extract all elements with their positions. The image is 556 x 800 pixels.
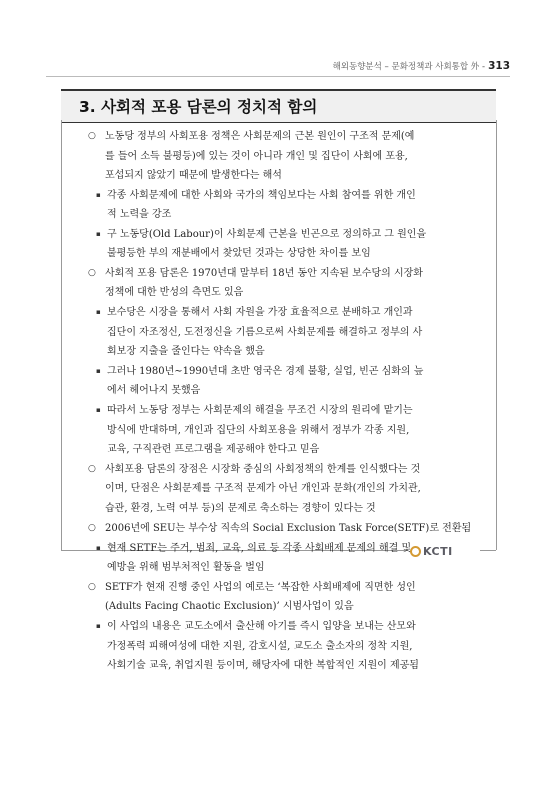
body-text-line: 사회기술 교육, 취업지원 등이며, 해당자에 대한 복합적인 지원이 제공됨 (107, 660, 419, 671)
section-title: 3. 사회적 포용 담론의 정치적 함의 (79, 98, 318, 116)
frame-bottom-rule-right (480, 550, 496, 551)
kcti-logo-ring-icon (410, 546, 421, 557)
body-text-line: 방식에 반대하며, 개인과 집단의 사회포용을 위해서 정부가 각종 지원, (107, 425, 410, 436)
body-text-line: 2006년에 SEU는 부수상 직속의 Social Exclusion Task Force(SETF)로 전환됨 (105, 523, 472, 534)
body-text-line: 를 들어 소득 불평등)에 있는 것이 아니라 개인 및 집단이 사회에 포용, (105, 151, 408, 162)
body-text-line: 노동당 정부의 사회포용 정책은 사회문제의 근본 원인이 구조적 문제(예 (105, 131, 415, 142)
kcti-logo-text: KCTI (423, 544, 453, 558)
body-text-line: 회보장 지출을 줄인다는 약속을 했음 (107, 346, 265, 357)
running-header (333, 60, 510, 72)
body-text-line: 교육, 구직관련 프로그램을 제공해야 한다고 믿음 (107, 444, 320, 455)
square-bullet-icon: ▪ (96, 544, 101, 552)
header-rule (46, 76, 510, 77)
body-text-line: 적 노력을 강조 (107, 209, 172, 220)
square-bullet-icon: ▪ (96, 230, 101, 238)
body-text-line: 그러나 1980년∼1990년대 초반 영국은 경제 불황, 실업, 빈곤 심화의 늪 (107, 366, 424, 377)
square-bullet-icon: ▪ (96, 406, 101, 414)
body-text-line: 구 노동당(Old Labour)이 사회문제 근본을 빈곤으로 정의하고 그 원인을 (107, 229, 427, 240)
body-text-line: 에서 헤어나지 못했음 (107, 385, 201, 396)
body-text-line: 가정폭력 피해여성에 대한 지원, 감호시설, 교도소 출소자의 정착 지원, (107, 641, 413, 652)
body-text-line: 집단이 자조정신, 도전정신을 기름으로써 사회문제를 해결하고 정부의 사 (107, 327, 423, 338)
body-text-line: 이며, 단점은 사회문제를 구조적 문제가 아닌 개인과 문화(개인의 가치관, (105, 483, 421, 494)
body-text-line: 따라서 노동당 정부는 사회문제의 해결을 무조건 시장의 원리에 맡기는 (107, 405, 413, 416)
body-text-line: 사회포용 담론의 장점은 시장화 중심의 사회정책의 한계를 인식했다는 것 (105, 464, 421, 475)
body-text-line: SETF가 현재 진행 중인 사업의 예로는 ‘복잡한 사회배제에 직면한 성인 (105, 582, 416, 593)
body-text-line: 이 사업의 내용은 교도소에서 출산해 아기를 즉시 입양을 보내는 산모와 (107, 621, 416, 632)
square-bullet-icon: ▪ (96, 191, 101, 199)
body-text-line: 정책에 대한 반성의 측면도 있음 (105, 287, 244, 298)
page-number: 313 (488, 60, 510, 72)
square-bullet-icon: ▪ (96, 622, 101, 630)
body-text-line: 사회적 포용 담론은 1970년대 말부터 18년 동안 지속된 보수당의 시장화 (105, 268, 423, 279)
circle-bullet-icon: ○ (88, 582, 96, 592)
circle-bullet-icon: ○ (88, 131, 96, 141)
body-text-line: (Adults Facing Chaotic Exclusion)’ 시범사업이 있음 (105, 601, 354, 612)
body-text-line: 보수당은 시장을 통해서 사회 자원을 가장 효율적으로 분배하고 개인과 (107, 307, 413, 318)
square-bullet-icon: ▪ (96, 367, 101, 375)
section-title-box (61, 89, 496, 123)
header-text: 해외동향분석 – 문화정책과 사회통합 外 - (332, 62, 486, 72)
body-text-line: 습관, 환경, 노력 여부 등)의 문제로 축소하는 경향이 있다는 것 (105, 503, 376, 514)
body-text-line: 예방을 위해 범부처적인 활동을 벌임 (107, 562, 265, 573)
circle-bullet-icon: ○ (88, 464, 96, 474)
kcti-logo (410, 543, 453, 559)
body-text-line: 각종 사회문제에 대한 사회와 국가의 책임보다는 사회 참여를 위한 개인 (107, 190, 416, 201)
circle-bullet-icon: ○ (88, 268, 96, 278)
body-text-line: 불평등한 부의 재분배에서 찾았던 것과는 상당한 차이를 보임 (107, 248, 371, 259)
body-text-line: 포섭되지 않았기 때문에 발생한다는 해석 (105, 170, 282, 181)
circle-bullet-icon: ○ (88, 523, 96, 533)
square-bullet-icon: ▪ (96, 308, 101, 316)
body-text-line: 현재 SETF는 주거, 범죄, 교육, 의료 등 각종 사회배제 문제의 해결 및 (107, 543, 412, 554)
